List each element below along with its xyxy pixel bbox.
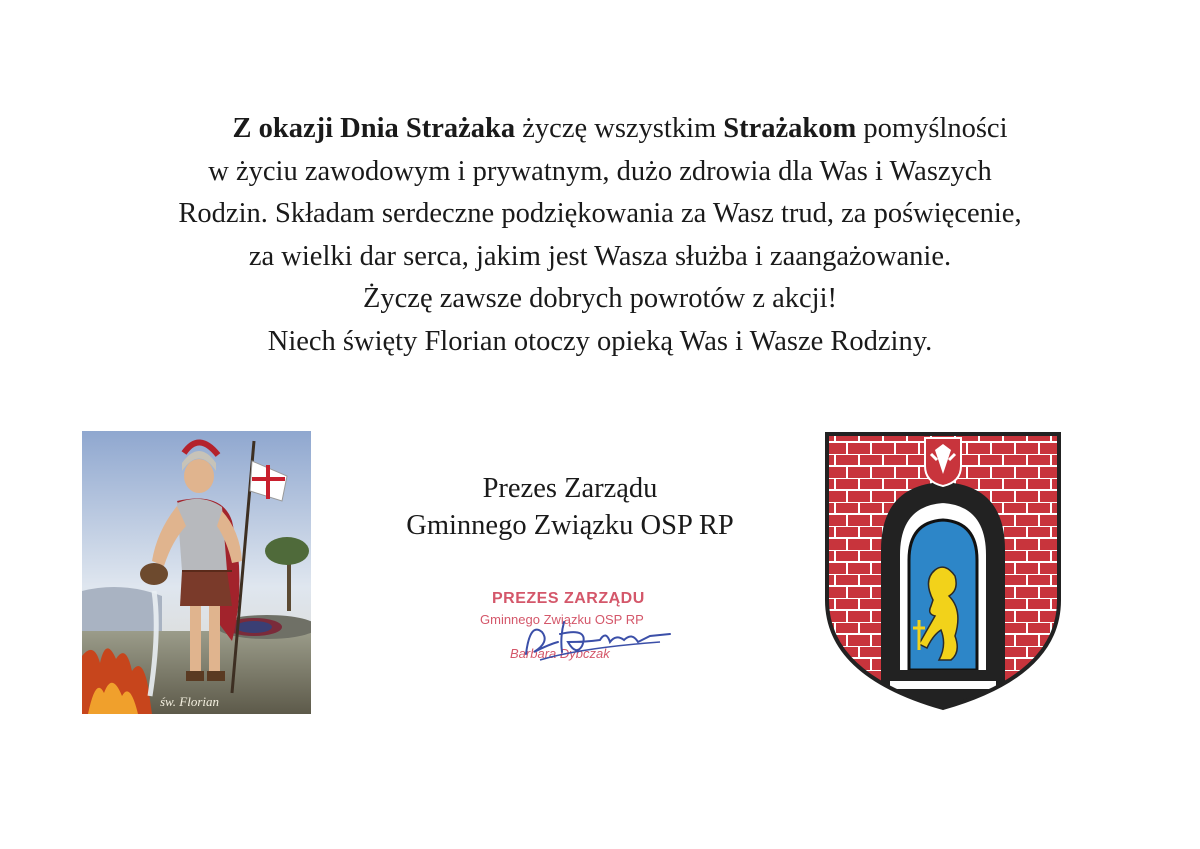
greeting-text-part: życzę wszystkim xyxy=(515,113,724,144)
greeting-line-1 xyxy=(0,108,1200,151)
coat-of-arms xyxy=(823,430,1063,712)
greeting-line-5: Życzę zawsze dobrych powrotów z akcji! xyxy=(363,283,837,314)
handwritten-signature xyxy=(520,612,680,662)
stamp-name: Barbara Dybczak xyxy=(510,646,610,661)
stamp-title: PREZES ZARZĄDU xyxy=(492,590,645,607)
greeting-line-2: w życiu zawodowym i prywatnym, dużo zdrowia dla Was i Waszych xyxy=(208,155,992,187)
image-caption: św. Florian xyxy=(160,694,219,709)
greeting-firefighters: Strażakom xyxy=(723,113,857,144)
author-title: Prezes Zarządu xyxy=(482,473,658,504)
greeting-line-6: Niech święty Florian otoczy opieką Was i Wasze Rodziny. xyxy=(267,325,933,357)
greeting-text-part: pomyślności xyxy=(856,113,1008,144)
stamp-organization: Gminnego Związku OSP RP xyxy=(480,612,644,627)
greeting-occasion: Z okazji Dnia Strażaka xyxy=(232,113,516,144)
greeting-line-3: Rodzin. Składam serdeczne podziękowania za Wasz trud, za poświęcenie, xyxy=(178,198,1022,229)
greeting-text xyxy=(0,108,1200,363)
author-block xyxy=(320,470,820,544)
author-organization: Gminnego Związku OSP RP xyxy=(406,510,734,541)
saint-florian-image xyxy=(82,431,311,714)
greeting-line-4: za wielki dar serca, jakim jest Wasza służba i zaangażowanie. xyxy=(248,240,952,272)
